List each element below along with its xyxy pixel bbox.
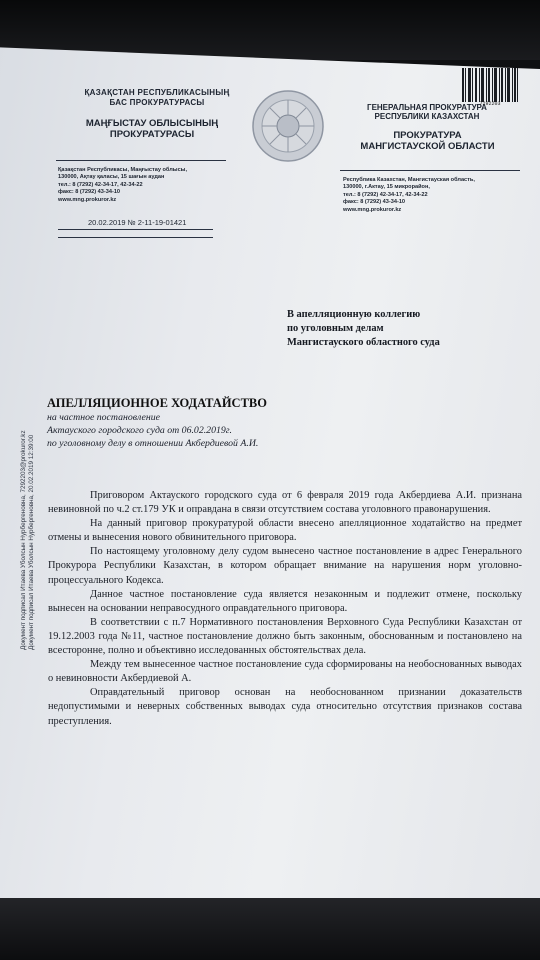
- signature-side-note-text: [20, 430, 36, 650]
- body-paragraph: В соответствии с п.7 Нормативного постановления Верховного Суда Республики Казахстан от 19.12.2003 года №11, частное постановление должно быть законным, обоснованным и постановлено на всесторонне, полно и объективно исследованных обстоятельствах дела.: [48, 616, 522, 657]
- address-rus-line4: факс: 8 (7292) 43-34-10: [343, 199, 406, 206]
- body-paragraph: Приговором Актауского городского суда от 6 февраля 2019 года Акбердиева А.И. признана невиновной по ч.2 ст.179 УК и оправдана в связи отсутствием состава уголовного правонарушения.: [48, 490, 522, 516]
- registration-rule-1: [58, 229, 213, 230]
- address-kaz: [58, 167, 208, 204]
- header-rus-office1: ПРОКУРАТУРА: [393, 130, 462, 141]
- subtitle-line2: Актауского городского суда от 06.02.2019г.: [47, 425, 232, 436]
- address-rus-line1: Республика Казахстан, Мангистауская область,: [343, 177, 475, 183]
- header-kaz-line1: ҚАЗАҚСТАН РЕСПУБЛИКАСЫНЫҢ: [84, 88, 230, 97]
- addressee-line2: по уголовным делам: [287, 323, 384, 334]
- header-kaz-agency: [62, 88, 252, 108]
- address-rus-line5: www.mng.prokuror.kz: [343, 206, 402, 213]
- body-paragraph: На данный приговор прокуратурой области внесено апелляционное ходатайство на предмет отмены и вынесения нового обвинительного приговора.: [48, 518, 522, 544]
- address-rus: [343, 177, 513, 214]
- header-rus-line1: ГЕНЕРАЛЬНАЯ ПРОКУРАТУРА: [367, 103, 487, 112]
- header-kaz-office1: МАҢҒЫСТАУ ОБЛЫСЫНЫҢ: [85, 118, 219, 129]
- address-kaz-line2: 130000, Ақтау қаласы, 15 шағын аудан: [58, 174, 165, 181]
- header-rule-left: [56, 160, 226, 161]
- address-kaz-line1: Қазақстан Республикасы, Маңғыстау облысы,: [58, 167, 188, 173]
- header-kaz-line2: БАС ПРОКУРАТУРАСЫ: [109, 98, 205, 107]
- body-paragraph: Данное частное постановление суда является незаконным и подлежит отмене, поскольку вынесен на основании неправосудного оправдательного приговора.: [48, 588, 522, 614]
- address-kaz-line4: факс: 8 (7292) 43-34-10: [58, 189, 121, 196]
- subtitle-line1: на частное постановление: [47, 412, 160, 423]
- header-rus-office2: МАНГИСТАУСКОЙ ОБЛАСТИ: [360, 141, 495, 152]
- address-rus-line3: тел.: 8 (7292) 42-34-17, 42-34-22: [343, 191, 428, 198]
- addressee-line3: Мангистауского областного суда: [287, 337, 440, 348]
- header-kaz-office: [52, 118, 252, 140]
- header-rus-office: [330, 130, 525, 152]
- address-kaz-line3: тел.: 8 (7292) 42-34-17, 42-34-22: [58, 181, 143, 188]
- side-note-line2: Документ подписал Итаева Уболсын Нурбергеновна, 20.02.2019 12:39:00: [28, 434, 35, 650]
- body-paragraph: По настоящему уголовному делу судом вынесено частное постановление в адрес Генерального Прокурора Республики Казахстан, в котором обращает внимание на нарушения норм уголовно-процессуального Кодекса.: [48, 546, 522, 586]
- registration-rule-2: [58, 237, 213, 238]
- addressee-line1: В апелляционную коллегию: [287, 309, 421, 320]
- address-rus-line2: 130000, г.Актау, 15 микрорайон,: [343, 184, 430, 191]
- body-paragraph: Оправдательный приговор основан на необоснованном признании доказательств недопустимыми и неверных собственных выводах суда относительно отсутствия признаков состава преступления.: [48, 687, 522, 727]
- subtitle-line3: по уголовному делу в отношении Акбердиевой А.И.: [47, 438, 259, 449]
- header-rule-right: [340, 170, 520, 171]
- side-note-line1: Документ подписал Итаева Уболсын Нурбергеновна, 7292203@prokuror.kz: [20, 430, 27, 650]
- header-kaz-office2: ПРОКУРАТУРАСЫ: [109, 129, 195, 140]
- document-subtitle: [47, 411, 347, 450]
- signature-side-note: [20, 310, 36, 650]
- barcode-number: 7292203: [479, 101, 501, 107]
- address-kaz-line5: www.mng.prokuror.kz: [58, 196, 117, 203]
- body-paragraph: Между тем вынесенное частное постановление суда сформированы на необоснованных выводах о невиновности Акбердиевой А.: [48, 659, 522, 685]
- state-emblem-icon: [248, 88, 328, 164]
- addressee-block: [287, 308, 517, 350]
- barcode-icon: [460, 68, 520, 102]
- header-rus-line2: РЕСПУБЛИКИ КАЗАХСТАН: [374, 112, 480, 121]
- document-title: АПЕЛЛЯЦИОННОЕ ХОДАТАЙСТВО: [47, 396, 267, 410]
- registration-number: 20.02.2019 № 2-11-19-01421: [88, 218, 187, 227]
- document-body: [48, 489, 522, 729]
